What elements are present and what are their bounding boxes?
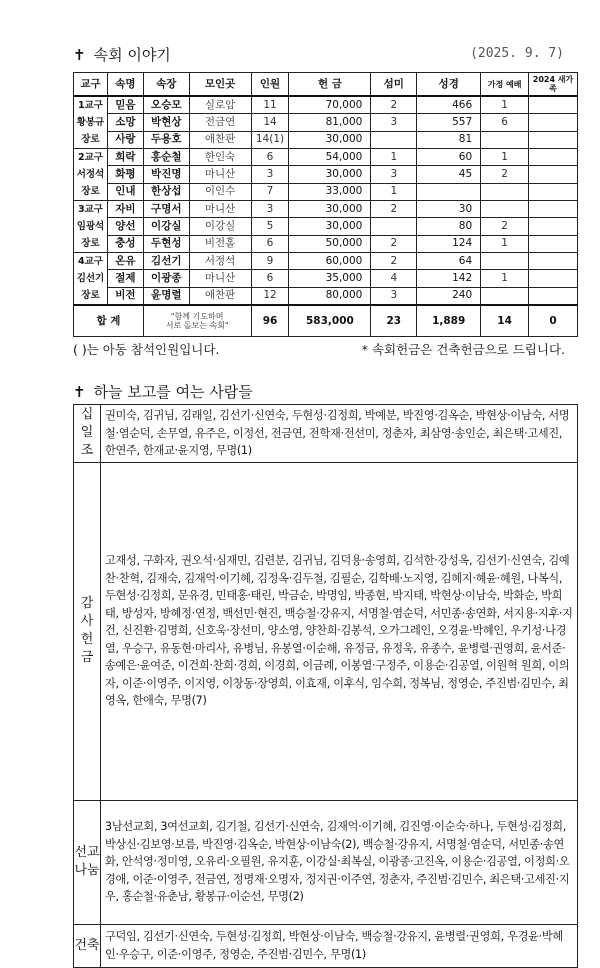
cell-sok-name: 절제 <box>107 270 143 287</box>
cross-icon: ✝ <box>73 383 86 401</box>
category-mission: 선교 나눔 <box>74 800 101 924</box>
cell-sok-leader: 이광종 <box>143 270 189 287</box>
cell-new-family <box>529 287 578 305</box>
cell-place: 마니산 <box>189 270 251 287</box>
header-sok-name: 속명 <box>107 73 143 97</box>
table-row <box>74 96 578 114</box>
header-bible: 성경 <box>417 73 481 97</box>
cell-place: 실로암 <box>189 96 251 114</box>
cell-people: 5 <box>251 218 289 235</box>
cell-offering: 30,000 <box>289 201 371 218</box>
cell-worship: 1 <box>481 270 529 287</box>
cell-sok-leader: 구명서 <box>143 201 189 218</box>
cell-sok-name: 비전 <box>107 287 143 305</box>
header-people: 인원 <box>251 73 289 97</box>
cell-sok-name: 충성 <box>107 235 143 252</box>
cell-worship <box>481 201 529 218</box>
cell-worship: 2 <box>481 166 529 183</box>
cell-bible: 466 <box>417 96 481 114</box>
cell-sok-name: 소망 <box>107 114 143 131</box>
cross-icon: ✝ <box>73 46 86 64</box>
offering-note: * 속회헌금은 건축헌금으로 드립니다. <box>361 342 565 357</box>
thanks-row <box>74 462 578 800</box>
table-row <box>74 114 578 131</box>
cell-bible: 64 <box>417 253 481 270</box>
total-offering: 583,000 <box>289 305 371 337</box>
cell-new-family <box>529 149 578 166</box>
cell-worship <box>481 183 529 200</box>
cell-bible: 240 <box>417 287 481 305</box>
cell-worship: 6 <box>481 114 529 131</box>
cell-new-family <box>529 96 578 114</box>
cell-place: 비전홀 <box>189 235 251 252</box>
cell-bible: 557 <box>417 114 481 131</box>
cell-offering: 30,000 <box>289 131 371 148</box>
header-offering: 헌 금 <box>289 73 371 97</box>
cell-offering: 33,000 <box>289 183 371 200</box>
cell-rice: 3 <box>371 114 417 131</box>
total-people: 96 <box>251 305 289 337</box>
cell-new-family <box>529 183 578 200</box>
section-title: 하늘 보고를 여는 사람들 <box>93 383 253 401</box>
header-family-worship: 가정 예배 <box>481 73 529 97</box>
cell-bible: 45 <box>417 166 481 183</box>
category-thanks: 감 사 헌 금 <box>74 462 101 800</box>
tithe-row <box>74 405 578 463</box>
cell-worship <box>481 253 529 270</box>
total-label: 합 계 <box>74 305 144 337</box>
cell-sok-leader: 오승모 <box>143 96 189 114</box>
table-row <box>74 131 578 148</box>
cell-people: 14 <box>251 114 289 131</box>
cell-place: 한인숙 <box>189 149 251 166</box>
table-row <box>74 218 578 235</box>
cell-sok-name: 자비 <box>107 201 143 218</box>
header-place: 모인곳 <box>189 73 251 97</box>
cell-sok-leader: 박현상 <box>143 114 189 131</box>
header-rice: 섬미 <box>371 73 417 97</box>
cell-new-family <box>529 114 578 131</box>
mission-row <box>74 800 578 924</box>
cell-worship: 1 <box>481 96 529 114</box>
cell-sok-leader: 홍순철 <box>143 149 189 166</box>
cell-place: 마니산 <box>189 201 251 218</box>
cell-sok-leader: 두용호 <box>143 131 189 148</box>
cell-sok-leader: 김선기 <box>143 253 189 270</box>
total-new-family: 0 <box>529 305 578 337</box>
cell-sok-name: 온유 <box>107 253 143 270</box>
cell-offering: 70,000 <box>289 96 371 114</box>
cell-worship: 1 <box>481 235 529 252</box>
cell-new-family <box>529 166 578 183</box>
district-cell: 1교구 황봉규 장로 <box>74 96 108 149</box>
cell-new-family <box>529 218 578 235</box>
cell-rice: 4 <box>371 270 417 287</box>
cell-people: 14(1) <box>251 131 289 148</box>
cell-people: 6 <box>251 149 289 166</box>
cell-sok-leader: 이강실 <box>143 218 189 235</box>
cell-place: 이인수 <box>189 183 251 200</box>
cell-people: 9 <box>251 253 289 270</box>
cell-worship: 1 <box>481 149 529 166</box>
section-title: 속회 이야기 <box>93 46 171 64</box>
cell-rice: 1 <box>371 149 417 166</box>
cell-new-family <box>529 253 578 270</box>
total-worship: 14 <box>481 305 529 337</box>
cell-people: 3 <box>251 201 289 218</box>
cell-sok-name: 사랑 <box>107 131 143 148</box>
cell-people: 11 <box>251 96 289 114</box>
cell-people: 3 <box>251 166 289 183</box>
cell-people: 6 <box>251 235 289 252</box>
cell-bible: 124 <box>417 235 481 252</box>
cell-offering: 80,000 <box>289 287 371 305</box>
cell-people: 6 <box>251 270 289 287</box>
cell-place: 서정석 <box>189 253 251 270</box>
cell-place: 마니산 <box>189 166 251 183</box>
names-tithe: 권미숙, 김귀님, 김래일, 김선기·신연숙, 두현성·김정희, 박예분, 박진영·김옥순, 박현상·이남숙, 서명철·염순덕, 손무열, 유주은, 이정선, 전금연, 전학재·전선미, 정춘자, 최삼영·송인순, 최은택·고세진, 한연주, 한재교·윤지영, 무명(1) <box>101 405 578 463</box>
child-note: ( )는 아동 참석인원입니다. <box>73 342 220 357</box>
sokhoe-table <box>73 72 578 337</box>
cell-rice: 3 <box>371 166 417 183</box>
cell-bible: 142 <box>417 270 481 287</box>
cell-worship <box>481 287 529 305</box>
table-row <box>74 235 578 252</box>
cell-sok-leader: 박진명 <box>143 166 189 183</box>
header-new-family: 2024 새가족 <box>529 73 578 97</box>
cell-rice <box>371 131 417 148</box>
names-thanks: 고재성, 구화자, 권오석·심재민, 김련분, 김귀님, 김덕용·송영희, 김석한·강성옥, 김선기·신연숙, 김예찬·찬혁, 김재숙, 김재억·이기혜, 김정옥·김두철, 김필순, 김학배·노지영, 김혜지·혜윤·혜원, 나복식, 두현성·김정희, 문유경, 민태홍·태린, 박금순, 박명임, 박종현, 박지태, 박현상·이남숙, 박화순, 박희태, 방성자, 방혜정·연정, 백선민·현진, 백승철·강유지, 서명철·염순덕, 서민종·송연화, 서지용·지후·지건, 신진환·김명희, 신호욱·장선미, 양소영, 양찬희·김봉석, 오가그레인, 오경윤·박혜인, 우기성·나경열, 우승구, 유동현·마리사, 유병님, 유봉열·이순해, 유정금, 유정욱, 유종수, 윤병렬·권영희, 윤서준·송예은·윤여준, 이건희·찬희·경희, 이경희, 이금례, 이봉열·구정주, 이용순·김공열, 이원혁 원희, 이의자, 이준·이영주, 이지영, 이창동·장영희, 이효재, 이후식, 임수희, 정복님, 정영순, 주진범·김민수, 최영옥, 한애숙, 무명(7) <box>101 462 578 800</box>
cell-offering: 81,000 <box>289 114 371 131</box>
district-cell: 2교구 서정석 장로 <box>74 149 108 201</box>
cell-offering: 30,000 <box>289 166 371 183</box>
offering-people-table <box>73 404 578 968</box>
total-row <box>74 305 578 337</box>
names-building: 구덕임, 김선기·신연숙, 두현성·김정희, 박현상·이남숙, 백승철·강유지, 윤병렬·권영희, 우경윤·박혜인·우승구, 이준·이영주, 정영순, 주진범·김민수, 무명(1) <box>101 924 578 967</box>
cell-sok-name: 인내 <box>107 183 143 200</box>
cell-rice <box>371 218 417 235</box>
district-cell: 3교구 임광석 장로 <box>74 201 108 253</box>
cell-new-family <box>529 235 578 252</box>
header-sok-leader: 속장 <box>143 73 189 97</box>
cell-new-family <box>529 270 578 287</box>
cell-offering: 35,000 <box>289 270 371 287</box>
table-row <box>74 183 578 200</box>
cell-bible: 81 <box>417 131 481 148</box>
cell-rice: 2 <box>371 201 417 218</box>
cell-place: 전금연 <box>189 114 251 131</box>
cell-bible: 60 <box>417 149 481 166</box>
section-header-sokhoe <box>73 44 171 65</box>
cell-rice: 2 <box>371 253 417 270</box>
cell-offering: 50,000 <box>289 235 371 252</box>
cell-place: 이강실 <box>189 218 251 235</box>
cell-sok-name: 화평 <box>107 166 143 183</box>
table-row <box>74 270 578 287</box>
cell-people: 12 <box>251 287 289 305</box>
cell-offering: 54,000 <box>289 149 371 166</box>
district-cell: 4교구 김선기 장로 <box>74 253 108 306</box>
total-rice: 23 <box>371 305 417 337</box>
names-mission: 3남선교회, 3여선교회, 김기철, 김선기·신연숙, 김재억·이기혜, 김진영·이순숙·하나, 두현성·김정희, 박상신·김보영·보름, 박진영·김옥순, 박현상·이남숙(2), 백승철·강유지, 서명철·염순덕, 서민종·송연화, 안석영·정미영, 오유리·오필원, 유지훈, 이강실·최복실, 이광종·고진옥, 이용순·김공열, 이정희·오경애, 이준·이영주, 전금연, 정명재·오명자, 정지권·이주연, 정춘자, 주진범·김민수, 최은택·고세진·지우, 홍순철·유춘남, 황봉규·이순선, 무명(2) <box>101 800 578 924</box>
cell-sok-name: 희락 <box>107 149 143 166</box>
cell-sok-leader: 두현성 <box>143 235 189 252</box>
cell-sok-leader: 한상섭 <box>143 183 189 200</box>
cell-rice: 1 <box>371 183 417 200</box>
cell-worship <box>481 131 529 148</box>
cell-place: 애찬판 <box>189 287 251 305</box>
cell-bible: 30 <box>417 201 481 218</box>
table-row <box>74 149 578 166</box>
cell-new-family <box>529 201 578 218</box>
total-bible: 1,889 <box>417 305 481 337</box>
cell-offering: 30,000 <box>289 218 371 235</box>
cell-sok-name: 양선 <box>107 218 143 235</box>
cell-sok-name: 믿음 <box>107 96 143 114</box>
table-row <box>74 253 578 270</box>
category-building: 건축 <box>74 924 101 967</box>
table-row <box>74 287 578 305</box>
cell-place: 애찬판 <box>189 131 251 148</box>
cell-offering: 60,000 <box>289 253 371 270</box>
cell-sok-leader: 윤명렬 <box>143 287 189 305</box>
cell-bible: 80 <box>417 218 481 235</box>
table-row <box>74 201 578 218</box>
table-header-row <box>74 73 578 97</box>
cell-worship: 2 <box>481 218 529 235</box>
table-row <box>74 166 578 183</box>
header-district: 교구 <box>74 73 108 97</box>
building-row <box>74 924 578 967</box>
cell-people: 7 <box>251 183 289 200</box>
cell-rice: 2 <box>371 235 417 252</box>
report-date: (2025. 9. 7) <box>470 46 564 61</box>
total-slogan: "함께 기도하며 서로 돌보는 속회" <box>143 305 251 337</box>
cell-bible <box>417 183 481 200</box>
cell-new-family <box>529 131 578 148</box>
section-header-offerings <box>73 381 253 402</box>
cell-rice: 2 <box>371 96 417 114</box>
category-tithe: 십 일 조 <box>74 405 101 463</box>
cell-rice: 3 <box>371 287 417 305</box>
